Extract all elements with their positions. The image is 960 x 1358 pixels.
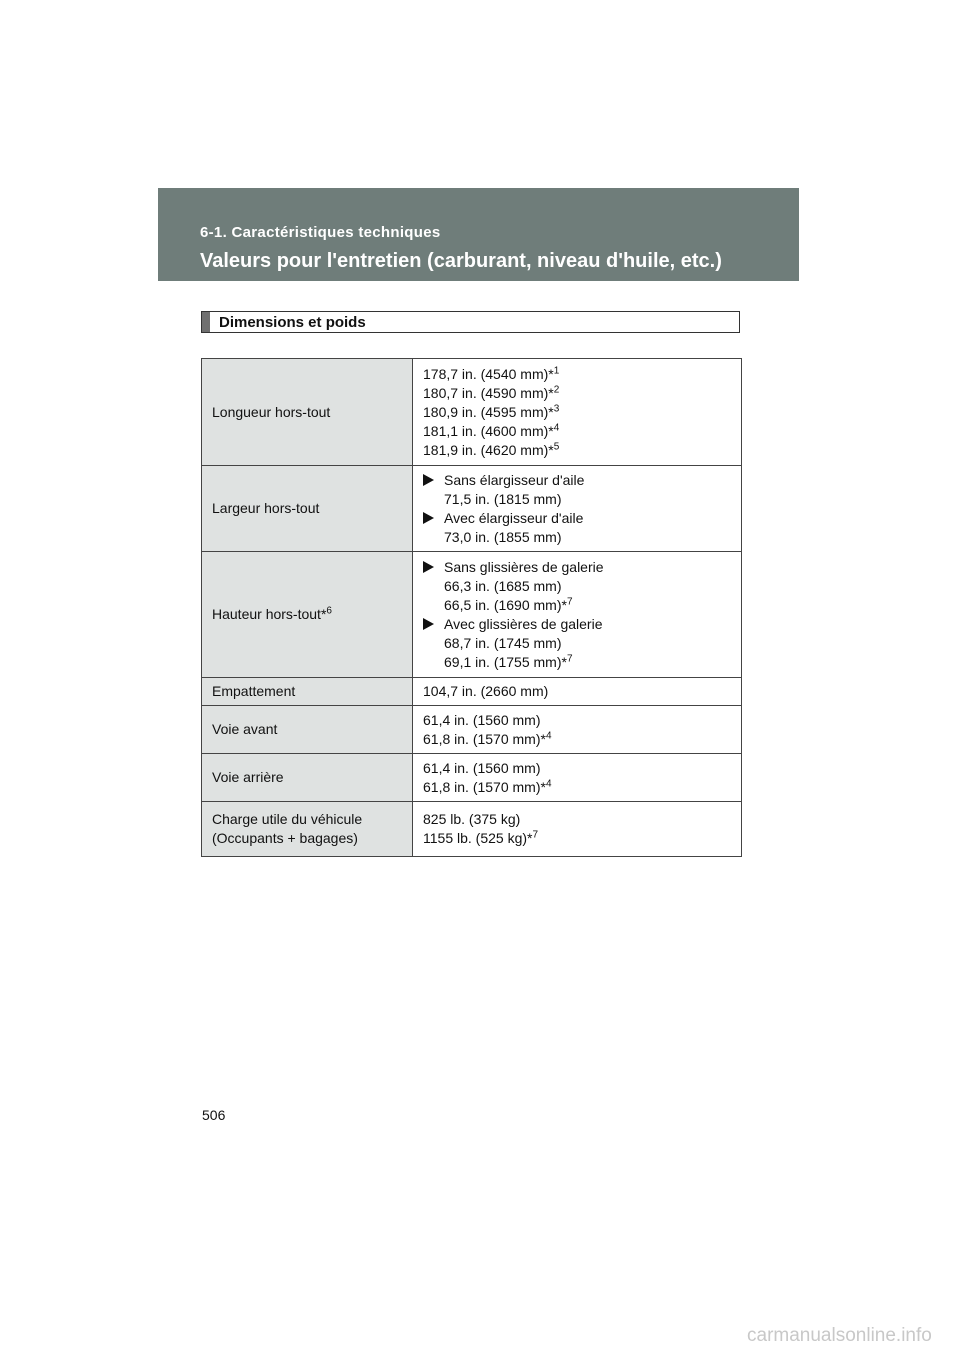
option-heading-text: Avec glissières de galerie [444,615,603,632]
triangle-right-icon [423,512,434,524]
row-label [202,552,413,678]
value-line [423,711,731,730]
row-label [202,359,413,466]
value-text: 1155 lb. (525 kg)* [423,830,533,846]
option-heading-text: Sans élargisseur d'aile [444,471,585,488]
option-values [423,634,731,672]
value-line [423,403,731,422]
page-title: Valeurs pour l'entretien (carburant, niveau d'huile, etc.) [200,250,722,272]
value-line [444,490,731,509]
value-line [444,653,731,672]
footnote-ref: 7 [532,829,539,841]
row-label [202,706,413,754]
value-text: 178,7 in. (4540 mm)* [423,365,554,382]
table-row [202,802,742,857]
value-line [423,778,731,797]
row-label [202,466,413,552]
row-label-text: Hauteur hors-tout* [212,606,327,622]
footnote-ref: 7 [566,652,573,664]
triangle-right-icon [423,474,434,486]
page-number: 506 [202,1107,226,1123]
row-label-text: Longueur hors-tout [212,403,331,420]
value-text: 61,8 in. (1570 mm)* [423,730,546,747]
option-values [423,577,731,615]
option-heading [423,615,731,634]
value-text: 180,7 in. (4590 mm)* [423,384,554,401]
option-heading [423,471,731,490]
specs-table [201,358,742,857]
value-text: 104,7 in. (2660 mm) [423,683,549,699]
value-text: 66,3 in. (1685 mm) [444,577,562,594]
value-text: 71,5 in. (1815 mm) [444,490,562,507]
row-value [413,754,742,802]
value-text: 61,4 in. (1560 mm) [423,759,541,776]
footnote-ref: 1 [553,364,560,376]
footnote-ref: 3 [553,402,560,414]
footnote-ref: 2 [553,383,560,395]
value-line [423,829,731,848]
value-text: 68,7 in. (1745 mm) [444,634,562,651]
table-row [202,552,742,678]
row-label [202,754,413,802]
value-line [423,384,731,403]
value-line [444,577,731,596]
footnote-ref: 6 [326,605,332,617]
row-value [413,466,742,552]
watermark: carmanualsonline.info [747,1325,932,1346]
row-value [413,552,742,678]
value-line [444,528,731,547]
section-label: 6-1. Caractéristiques techniques [200,224,441,241]
value-line [444,634,731,653]
option-heading [423,509,731,528]
value-text: 180,9 in. (4595 mm)* [423,403,554,420]
row-label-text: Charge utile du véhicule [212,811,363,827]
row-label-text: Voie arrière [212,769,284,785]
row-label-text: (Occupants + bagages) [212,830,358,846]
option-values [423,490,731,509]
value-text: 181,9 in. (4620 mm)* [423,441,554,458]
value-line [423,682,731,701]
subsection-title: Dimensions et poids [219,314,366,331]
heading-bar [202,312,210,332]
value-line [444,596,731,615]
row-label-text: Largeur hors-tout [212,500,320,516]
value-text: 61,4 in. (1560 mm) [423,711,541,728]
option-heading-text: Sans glissières de galerie [444,558,604,575]
footnote-ref: 4 [553,421,560,433]
row-value [413,678,742,706]
section-header [158,188,799,281]
row-value [413,706,742,754]
table-row [202,359,742,466]
value-line [423,730,731,749]
value-text: 66,5 in. (1690 mm)* [444,596,567,613]
table-row [202,678,742,706]
value-text: 825 lb. (375 kg) [423,811,521,827]
option-values [423,528,731,547]
option-heading-text: Avec élargisseur d'aile [444,509,584,526]
footnote-ref: 4 [545,777,552,789]
value-text: 69,1 in. (1755 mm)* [444,653,567,670]
value-text: 181,1 in. (4600 mm)* [423,422,554,439]
triangle-right-icon [423,618,434,630]
value-line [423,365,731,384]
table-row [202,706,742,754]
row-label [202,678,413,706]
row-label-text: Voie avant [212,721,278,737]
row-label [202,802,413,857]
value-line [423,422,731,441]
option-heading [423,558,731,577]
value-text: 61,8 in. (1570 mm)* [423,778,546,795]
value-text: 73,0 in. (1855 mm) [444,528,562,545]
footnote-ref: 7 [566,595,573,607]
footnote-ref: 4 [545,729,552,741]
footnote-ref: 5 [553,440,560,452]
triangle-right-icon [423,561,434,573]
row-label-text: Empattement [212,683,296,699]
value-line [423,441,731,460]
table-row [202,754,742,802]
row-value [413,802,742,857]
value-line [423,759,731,778]
table-row [202,466,742,552]
subsection-heading [201,311,740,333]
value-line [423,810,731,829]
row-value [413,359,742,466]
